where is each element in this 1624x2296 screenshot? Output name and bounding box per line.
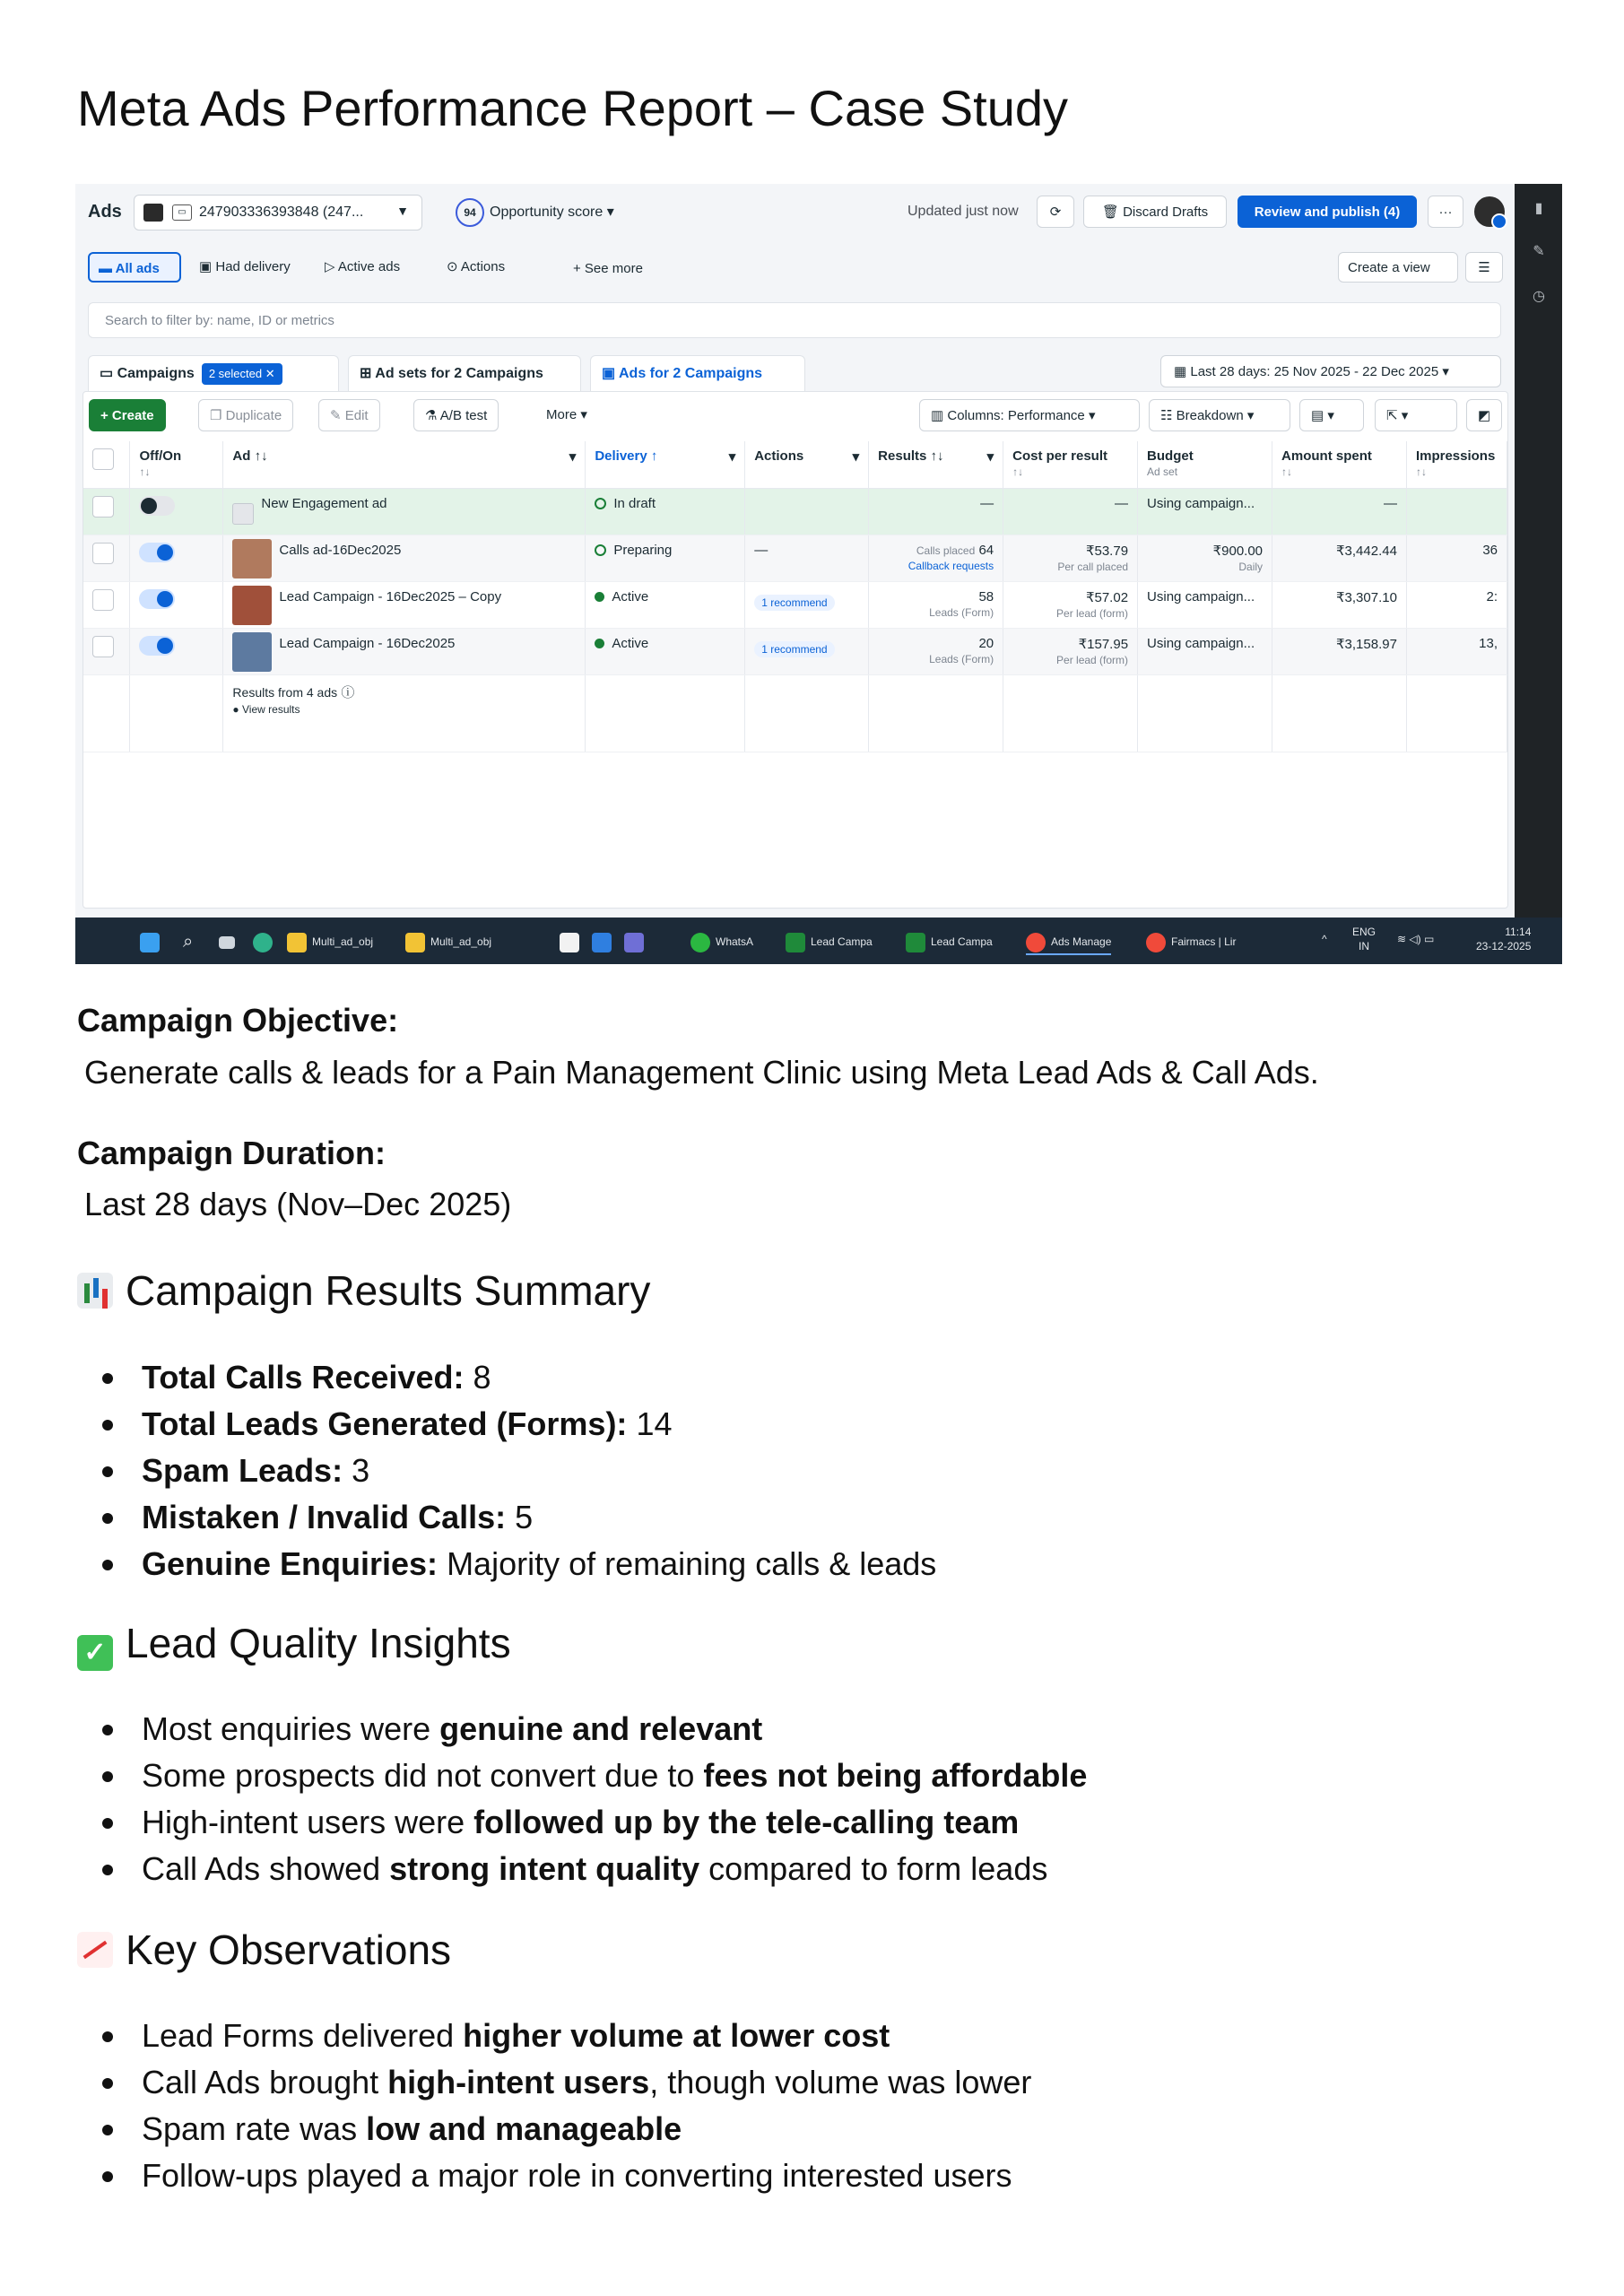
item-bold: low and manageable bbox=[366, 2110, 682, 2147]
document-title: Meta Ads Performance Report – Case Study bbox=[77, 80, 1068, 136]
callback-requests-link[interactable]: Callback requests bbox=[908, 559, 994, 572]
amount-value: ₹3,307.10 bbox=[1336, 589, 1397, 605]
list-item bbox=[86, 1799, 1087, 1846]
filter-actions[interactable] bbox=[438, 252, 534, 283]
sort-icon: ↑↓ bbox=[1281, 465, 1293, 478]
sort-icon: ↑↓ bbox=[254, 448, 268, 464]
edit-label: Edit bbox=[344, 408, 369, 423]
tab-adsets[interactable] bbox=[348, 355, 581, 391]
cpr-sublabel: Per lead (form) bbox=[1056, 653, 1129, 666]
list-item bbox=[86, 1354, 936, 1401]
item-value: 14 bbox=[636, 1405, 673, 1442]
chevron-down-icon: ▾ bbox=[986, 449, 994, 465]
filter-settings-button[interactable] bbox=[1465, 252, 1503, 283]
col-delivery[interactable] bbox=[586, 441, 745, 488]
taskbar-app-3[interactable] bbox=[690, 930, 753, 953]
taskbar-app-label: Lead Campa bbox=[811, 935, 873, 948]
table-row[interactable] bbox=[83, 488, 1507, 535]
cpr-value: ₹157.95 bbox=[1078, 636, 1129, 652]
windows-start-icon[interactable] bbox=[140, 930, 165, 953]
item-text: High-intent users were bbox=[142, 1804, 474, 1840]
toggle-knob bbox=[157, 591, 173, 607]
col-label: Off/On bbox=[139, 448, 182, 464]
status-dot-icon bbox=[595, 498, 606, 509]
objective-text: Generate calls & leads for a Pain Management Clinic using Meta Lead Ads & Call Ads. bbox=[84, 1054, 1319, 1091]
ad-thumbnail-icon bbox=[232, 632, 272, 672]
folder-icon: ▭ bbox=[100, 366, 114, 381]
insights-list bbox=[86, 1706, 1087, 1892]
info-icon: ⓘ bbox=[341, 684, 355, 700]
ad-thumbnail-icon bbox=[232, 586, 272, 625]
item-value: Majority of remaining calls & leads bbox=[447, 1545, 937, 1582]
discard-drafts-label: Discard Drafts bbox=[1123, 204, 1209, 220]
trash-icon: 🗑 bbox=[1101, 204, 1119, 220]
breakdown-label: Breakdown bbox=[1176, 408, 1244, 423]
chevron-down-icon: ▾ bbox=[1327, 408, 1334, 423]
sliders-icon: ☰ bbox=[1478, 260, 1490, 275]
ad-thumbnail-icon bbox=[232, 539, 272, 578]
task-view-icon[interactable] bbox=[219, 930, 240, 953]
chevron-down-icon: ▾ bbox=[852, 449, 860, 465]
list-item bbox=[86, 1541, 936, 1587]
see-more-link[interactable]: + See more bbox=[573, 261, 643, 276]
col-label: Cost per result bbox=[1012, 448, 1107, 464]
item-text: Call Ads brought bbox=[142, 2064, 388, 2100]
date-range-picker[interactable] bbox=[1160, 355, 1501, 387]
col-label: Delivery ↑ bbox=[595, 448, 658, 464]
language-label: ENG bbox=[1352, 926, 1376, 938]
taskbar-app-label: WhatsA bbox=[716, 935, 754, 948]
time-label: 11:14 bbox=[1505, 926, 1532, 938]
cpr-value: ₹57.02 bbox=[1085, 589, 1129, 605]
chevron-up-icon[interactable]: ^ bbox=[1322, 933, 1327, 945]
item-label: Mistaken / Invalid Calls: bbox=[142, 1499, 507, 1535]
col-offon[interactable] bbox=[130, 441, 223, 488]
export-button[interactable] bbox=[1375, 399, 1457, 431]
item-bold: high-intent users bbox=[387, 2064, 650, 2100]
taskbar-app-6[interactable] bbox=[1026, 930, 1111, 955]
item-text: Follow-ups played a major role in converting interested users bbox=[142, 2157, 1012, 2194]
filter-label: Actions bbox=[460, 259, 506, 274]
ad-name[interactable]: New Engagement ad bbox=[261, 495, 387, 511]
chevron-down-icon: ▾ bbox=[580, 407, 587, 422]
results-summary-row bbox=[83, 674, 1507, 752]
chart-icon: ◩ bbox=[1478, 408, 1491, 423]
list-item bbox=[86, 1752, 1087, 1799]
results-sublabel: Leads (Form) bbox=[929, 605, 994, 619]
facebook-badge-icon bbox=[1491, 213, 1507, 230]
item-text: Most enquiries were bbox=[142, 1710, 440, 1747]
row-toggle[interactable] bbox=[139, 636, 175, 656]
chevron-down-icon: ▾ bbox=[1442, 364, 1449, 379]
observations-list bbox=[86, 2013, 1031, 2199]
copy-icon: ❐ bbox=[210, 408, 222, 423]
row-checkbox[interactable] bbox=[92, 543, 114, 564]
item-text: Spam rate was bbox=[142, 2110, 367, 2147]
columns-button[interactable] bbox=[919, 399, 1140, 431]
status-dot-icon bbox=[595, 592, 604, 602]
item-bold: higher volume at lower cost bbox=[463, 2017, 890, 2054]
windows-taskbar bbox=[75, 918, 1562, 964]
results-value: — bbox=[980, 495, 994, 511]
results-value: 58 bbox=[978, 588, 994, 604]
col-impressions[interactable] bbox=[1406, 441, 1507, 488]
search-icon[interactable]: ⌕ bbox=[183, 932, 194, 952]
level-tabs bbox=[75, 348, 1515, 391]
ad-icon: ▣ bbox=[602, 366, 616, 381]
budget-value: Using campaign... bbox=[1147, 588, 1255, 604]
results-sublabel: Calls placed bbox=[916, 544, 976, 557]
sort-icon: ↑↓ bbox=[1415, 465, 1427, 478]
actions-icon: ⊙ bbox=[447, 259, 458, 274]
list-item bbox=[86, 1846, 1087, 1892]
clock[interactable] bbox=[1476, 925, 1531, 953]
select-all-checkbox[interactable] bbox=[83, 441, 130, 488]
taskbar-app-label: Multi_ad_obj bbox=[312, 935, 374, 948]
ad-name[interactable]: Lead Campaign - 16Dec2025 – Copy bbox=[279, 588, 502, 604]
chevron-down-icon: ▾ bbox=[728, 449, 736, 465]
list-item bbox=[86, 1401, 936, 1448]
row-toggle[interactable] bbox=[139, 496, 175, 516]
col-budget[interactable] bbox=[1138, 441, 1272, 488]
row-checkbox[interactable] bbox=[92, 496, 114, 517]
list-item bbox=[86, 1706, 1087, 1752]
taskbar-app-label: Multi_ad_obj bbox=[430, 935, 492, 948]
item-bold: genuine and relevant bbox=[439, 1710, 763, 1747]
item-label: Spam Leads: bbox=[142, 1452, 343, 1489]
ads-manager-window bbox=[75, 184, 1515, 918]
date-range-label: Last 28 days: 25 Nov 2025 - 22 Dec 2025 bbox=[1190, 364, 1439, 379]
more-menu-button[interactable] bbox=[535, 399, 598, 431]
ads-label: Ads bbox=[88, 202, 122, 222]
trend-up-icon bbox=[77, 1932, 113, 1968]
insights-heading bbox=[77, 1619, 511, 1671]
item-label: Total Calls Received: bbox=[142, 1359, 465, 1396]
col-label: Actions bbox=[754, 448, 804, 464]
columns-label: Columns: Performance bbox=[947, 408, 1085, 423]
check-icon: ✓ bbox=[77, 1635, 113, 1671]
ad-name[interactable]: Lead Campaign - 16Dec2025 bbox=[279, 635, 456, 651]
sort-icon: ↑↓ bbox=[930, 448, 944, 464]
delivery-status: Preparing bbox=[613, 542, 673, 558]
row-toggle[interactable] bbox=[139, 589, 175, 609]
toggle-knob bbox=[141, 498, 157, 514]
col-label: Ad bbox=[232, 448, 251, 464]
ab-test-button[interactable] bbox=[413, 399, 499, 431]
item-text: Some prospects did not convert due to bbox=[142, 1757, 704, 1794]
ad-name[interactable]: Calls ad-16Dec2025 bbox=[279, 542, 402, 558]
amount-value: ₹3,158.97 bbox=[1336, 636, 1397, 652]
chevron-down-icon: ▾ bbox=[1088, 408, 1096, 423]
chevron-down-icon: ▾ bbox=[1246, 408, 1255, 423]
clock-icon[interactable]: ◷ bbox=[1533, 289, 1545, 304]
col-sublabel: Ad set bbox=[1147, 465, 1178, 478]
taskbar-app-label: Lead Campa bbox=[931, 935, 993, 948]
account-id: 247903336393848 (247... bbox=[199, 204, 364, 220]
columns-icon: ▥ bbox=[931, 408, 944, 423]
duration-label: Campaign Duration: bbox=[77, 1135, 386, 1171]
table-row[interactable] bbox=[83, 535, 1507, 581]
item-value: 3 bbox=[352, 1452, 370, 1489]
list-item bbox=[86, 2059, 1031, 2106]
col-actions[interactable] bbox=[745, 441, 869, 488]
refresh-button[interactable] bbox=[1037, 196, 1074, 228]
results-from-label: Results from 4 ads bbox=[232, 684, 338, 700]
item-value: 5 bbox=[515, 1499, 534, 1535]
ads-manager-screenshot bbox=[75, 184, 1562, 964]
impressions-value: 13, bbox=[1479, 635, 1498, 651]
col-label: Impressions bbox=[1415, 448, 1496, 464]
taskbar-app-5[interactable] bbox=[906, 930, 993, 953]
row-checkbox[interactable] bbox=[92, 636, 114, 657]
delivery-status: Active bbox=[612, 635, 649, 651]
report-icon: ▤ bbox=[1311, 408, 1324, 423]
account-id-icon: ▭ bbox=[172, 204, 192, 221]
budget-value: ₹900.00 bbox=[1212, 543, 1264, 559]
breakdown-icon: ☷ bbox=[1160, 408, 1173, 423]
view-results-label: View results bbox=[242, 702, 300, 716]
avatar[interactable] bbox=[1474, 196, 1505, 227]
item-text: compared to form leads bbox=[699, 1850, 1048, 1887]
insights-title: Lead Quality Insights bbox=[126, 1620, 511, 1666]
item-text: Lead Forms delivered bbox=[142, 2017, 464, 2054]
reports-button[interactable] bbox=[1299, 399, 1364, 431]
item-bold: fees not being affordable bbox=[703, 1757, 1088, 1794]
taskbar-app-label: Fairmacs | Lir bbox=[1171, 935, 1237, 948]
flask-icon: ⚗ bbox=[425, 408, 438, 423]
status-dot-icon bbox=[595, 544, 606, 556]
tab-ads[interactable] bbox=[590, 355, 805, 391]
ads-table bbox=[83, 441, 1507, 752]
sort-icon: ↑↓ bbox=[139, 465, 151, 478]
budget-value: Using campaign... bbox=[1147, 495, 1255, 511]
chevron-down-icon: ▾ bbox=[569, 449, 577, 465]
results-value: 20 bbox=[978, 635, 994, 651]
budget-sublabel: Daily bbox=[1238, 560, 1264, 573]
ads-table-panel bbox=[83, 391, 1508, 909]
summary-title: Campaign Results Summary bbox=[126, 1267, 651, 1314]
taskbar-app-4[interactable] bbox=[786, 930, 873, 953]
more-label: More bbox=[546, 407, 578, 422]
edge-icon[interactable] bbox=[253, 930, 278, 953]
tab-label: Ad sets for 2 Campaigns bbox=[375, 366, 543, 381]
filter-active-ads[interactable] bbox=[316, 252, 429, 283]
selected-pill[interactable]: 2 selected ✕ bbox=[202, 363, 282, 385]
results-sublabel: Leads (Form) bbox=[929, 652, 994, 665]
row-toggle[interactable] bbox=[139, 543, 175, 562]
list-item bbox=[86, 2106, 1031, 2152]
amount-value: ₹3,442.44 bbox=[1336, 543, 1397, 559]
ad-thumbnail-icon bbox=[232, 503, 254, 525]
capcut-icon[interactable] bbox=[560, 930, 585, 953]
tab-label: Ads for 2 Campaigns bbox=[618, 366, 763, 381]
charts-button[interactable] bbox=[1466, 399, 1502, 431]
observations-heading bbox=[77, 1926, 451, 1974]
col-results[interactable] bbox=[869, 441, 1003, 488]
tab-label: Campaigns bbox=[117, 366, 195, 381]
tab-campaigns[interactable] bbox=[88, 355, 339, 391]
observations-title: Key Observations bbox=[126, 1926, 452, 1973]
chevron-down-icon: ▼ bbox=[396, 204, 409, 218]
col-label: Budget bbox=[1147, 448, 1194, 464]
filter-label: All ads bbox=[115, 261, 160, 276]
chevron-down-icon: ▾ bbox=[1401, 408, 1409, 423]
item-label: Genuine Enquiries: bbox=[142, 1545, 439, 1582]
duplicate-button[interactable] bbox=[198, 399, 293, 431]
ab-test-label: A/B test bbox=[439, 408, 488, 423]
bar-chart-icon[interactable]: ▮ bbox=[1534, 201, 1543, 216]
pencil-icon[interactable]: ✎ bbox=[1533, 244, 1545, 259]
results-value: 64 bbox=[978, 542, 994, 558]
opportunity-score-label: Opportunity score bbox=[490, 204, 604, 221]
create-view-button[interactable]: Create a view bbox=[1338, 252, 1458, 283]
chevron-down-icon: ▾ bbox=[606, 204, 614, 221]
col-label: Amount spent bbox=[1281, 448, 1372, 464]
date-label: 23-12-2025 bbox=[1476, 940, 1532, 952]
recommendation-badge[interactable]: 1 recommend bbox=[754, 595, 834, 611]
updated-status: Updated just now bbox=[908, 204, 1019, 219]
wifi-volume-battery-icon[interactable]: ≋ ◁) ▭ bbox=[1397, 933, 1435, 945]
folder-icon: ▬ bbox=[99, 261, 112, 276]
list-item bbox=[86, 2152, 1031, 2199]
more-options-button[interactable]: ··· bbox=[1428, 196, 1463, 228]
delivery-status: Active bbox=[612, 588, 649, 604]
table-row[interactable] bbox=[83, 581, 1507, 628]
filter-bar bbox=[75, 239, 1515, 290]
checkbox[interactable] bbox=[92, 448, 114, 470]
eye-icon: ● bbox=[232, 702, 239, 716]
actions-cell: — bbox=[754, 542, 769, 558]
review-publish-button[interactable]: Review and publish (4) bbox=[1238, 196, 1417, 228]
edit-button[interactable] bbox=[318, 399, 380, 431]
summary-heading bbox=[77, 1266, 650, 1315]
amount-value: — bbox=[1383, 495, 1397, 511]
sort-icon: ↑↓ bbox=[1012, 465, 1024, 478]
taskbar-app-label: Ads Manage bbox=[1051, 935, 1112, 948]
col-label: Results bbox=[878, 448, 927, 464]
cpr-value: ₹53.79 bbox=[1085, 543, 1129, 559]
account-avatar-icon bbox=[143, 204, 163, 222]
calendar-icon: ▦ bbox=[1174, 364, 1187, 379]
export-icon: ⇱ bbox=[1386, 408, 1398, 423]
filter-label: Active ads bbox=[337, 259, 401, 274]
taskbar-app-2[interactable] bbox=[405, 930, 491, 953]
recommendation-badge[interactable]: 1 recommend bbox=[754, 641, 834, 657]
item-label: Total Leads Generated (Forms): bbox=[142, 1405, 628, 1442]
language-indicator[interactable] bbox=[1352, 925, 1376, 953]
duration-text: Last 28 days (Nov–Dec 2025) bbox=[84, 1186, 512, 1222]
top-bar bbox=[75, 184, 1515, 239]
filter-had-delivery[interactable] bbox=[190, 252, 307, 283]
list-item bbox=[86, 2013, 1031, 2059]
pencil-icon: ✎ bbox=[330, 408, 342, 423]
view-results-link[interactable] bbox=[232, 703, 300, 716]
opportunity-score-button[interactable] bbox=[456, 198, 614, 227]
right-rail bbox=[1515, 184, 1562, 918]
cpr-sublabel: Per lead (form) bbox=[1056, 606, 1129, 620]
table-row[interactable] bbox=[83, 628, 1507, 674]
toggle-knob bbox=[157, 544, 173, 561]
duplicate-label: Duplicate bbox=[225, 408, 282, 423]
discard-drafts-button[interactable] bbox=[1083, 196, 1227, 228]
item-bold: followed up by the tele-calling team bbox=[473, 1804, 1020, 1840]
taskbar-app-7[interactable] bbox=[1146, 930, 1236, 953]
region-label: IN bbox=[1359, 940, 1369, 952]
taskbar-app-1[interactable] bbox=[287, 930, 373, 953]
item-text: Call Ads showed bbox=[142, 1850, 390, 1887]
filter-label: Had delivery bbox=[215, 259, 291, 274]
row-checkbox[interactable] bbox=[92, 589, 114, 611]
breakdown-button[interactable] bbox=[1149, 399, 1290, 431]
grid-icon: ⊞ bbox=[360, 366, 372, 381]
outlook-icon[interactable] bbox=[592, 930, 617, 953]
search-input[interactable]: Search to filter by: name, ID or metrics bbox=[88, 302, 1501, 338]
status-dot-icon bbox=[595, 639, 604, 648]
col-amount-spent[interactable] bbox=[1272, 441, 1407, 488]
opportunity-score-value: 94 bbox=[456, 198, 484, 227]
bar-chart-icon bbox=[77, 1273, 113, 1309]
list-item bbox=[86, 1448, 936, 1494]
play-icon: ▷ bbox=[325, 259, 335, 274]
list-item bbox=[86, 1494, 936, 1541]
col-cost-per-result[interactable] bbox=[1003, 441, 1138, 488]
objective-label: Campaign Objective: bbox=[77, 1002, 399, 1039]
teams-icon[interactable] bbox=[624, 930, 649, 953]
account-selector[interactable] bbox=[134, 195, 422, 230]
item-text: , though volume was lower bbox=[649, 2064, 1032, 2100]
image-icon: ▣ bbox=[199, 259, 213, 274]
summary-list bbox=[86, 1354, 936, 1587]
create-button[interactable]: + Create bbox=[89, 399, 166, 431]
filter-all-ads[interactable] bbox=[88, 252, 181, 283]
refresh-icon: ⟳ bbox=[1049, 204, 1062, 220]
col-ad[interactable] bbox=[223, 441, 586, 488]
cpr-sublabel: Per call placed bbox=[1057, 560, 1129, 573]
item-bold: strong intent quality bbox=[389, 1850, 700, 1887]
item-value: 8 bbox=[473, 1359, 491, 1396]
impressions-value: 2: bbox=[1486, 588, 1498, 604]
cpr-value: — bbox=[1115, 495, 1129, 511]
toggle-knob bbox=[157, 638, 173, 654]
delivery-status: In draft bbox=[613, 495, 656, 511]
table-header bbox=[83, 441, 1507, 488]
impressions-value: 36 bbox=[1482, 542, 1498, 558]
budget-value: Using campaign... bbox=[1147, 635, 1255, 651]
